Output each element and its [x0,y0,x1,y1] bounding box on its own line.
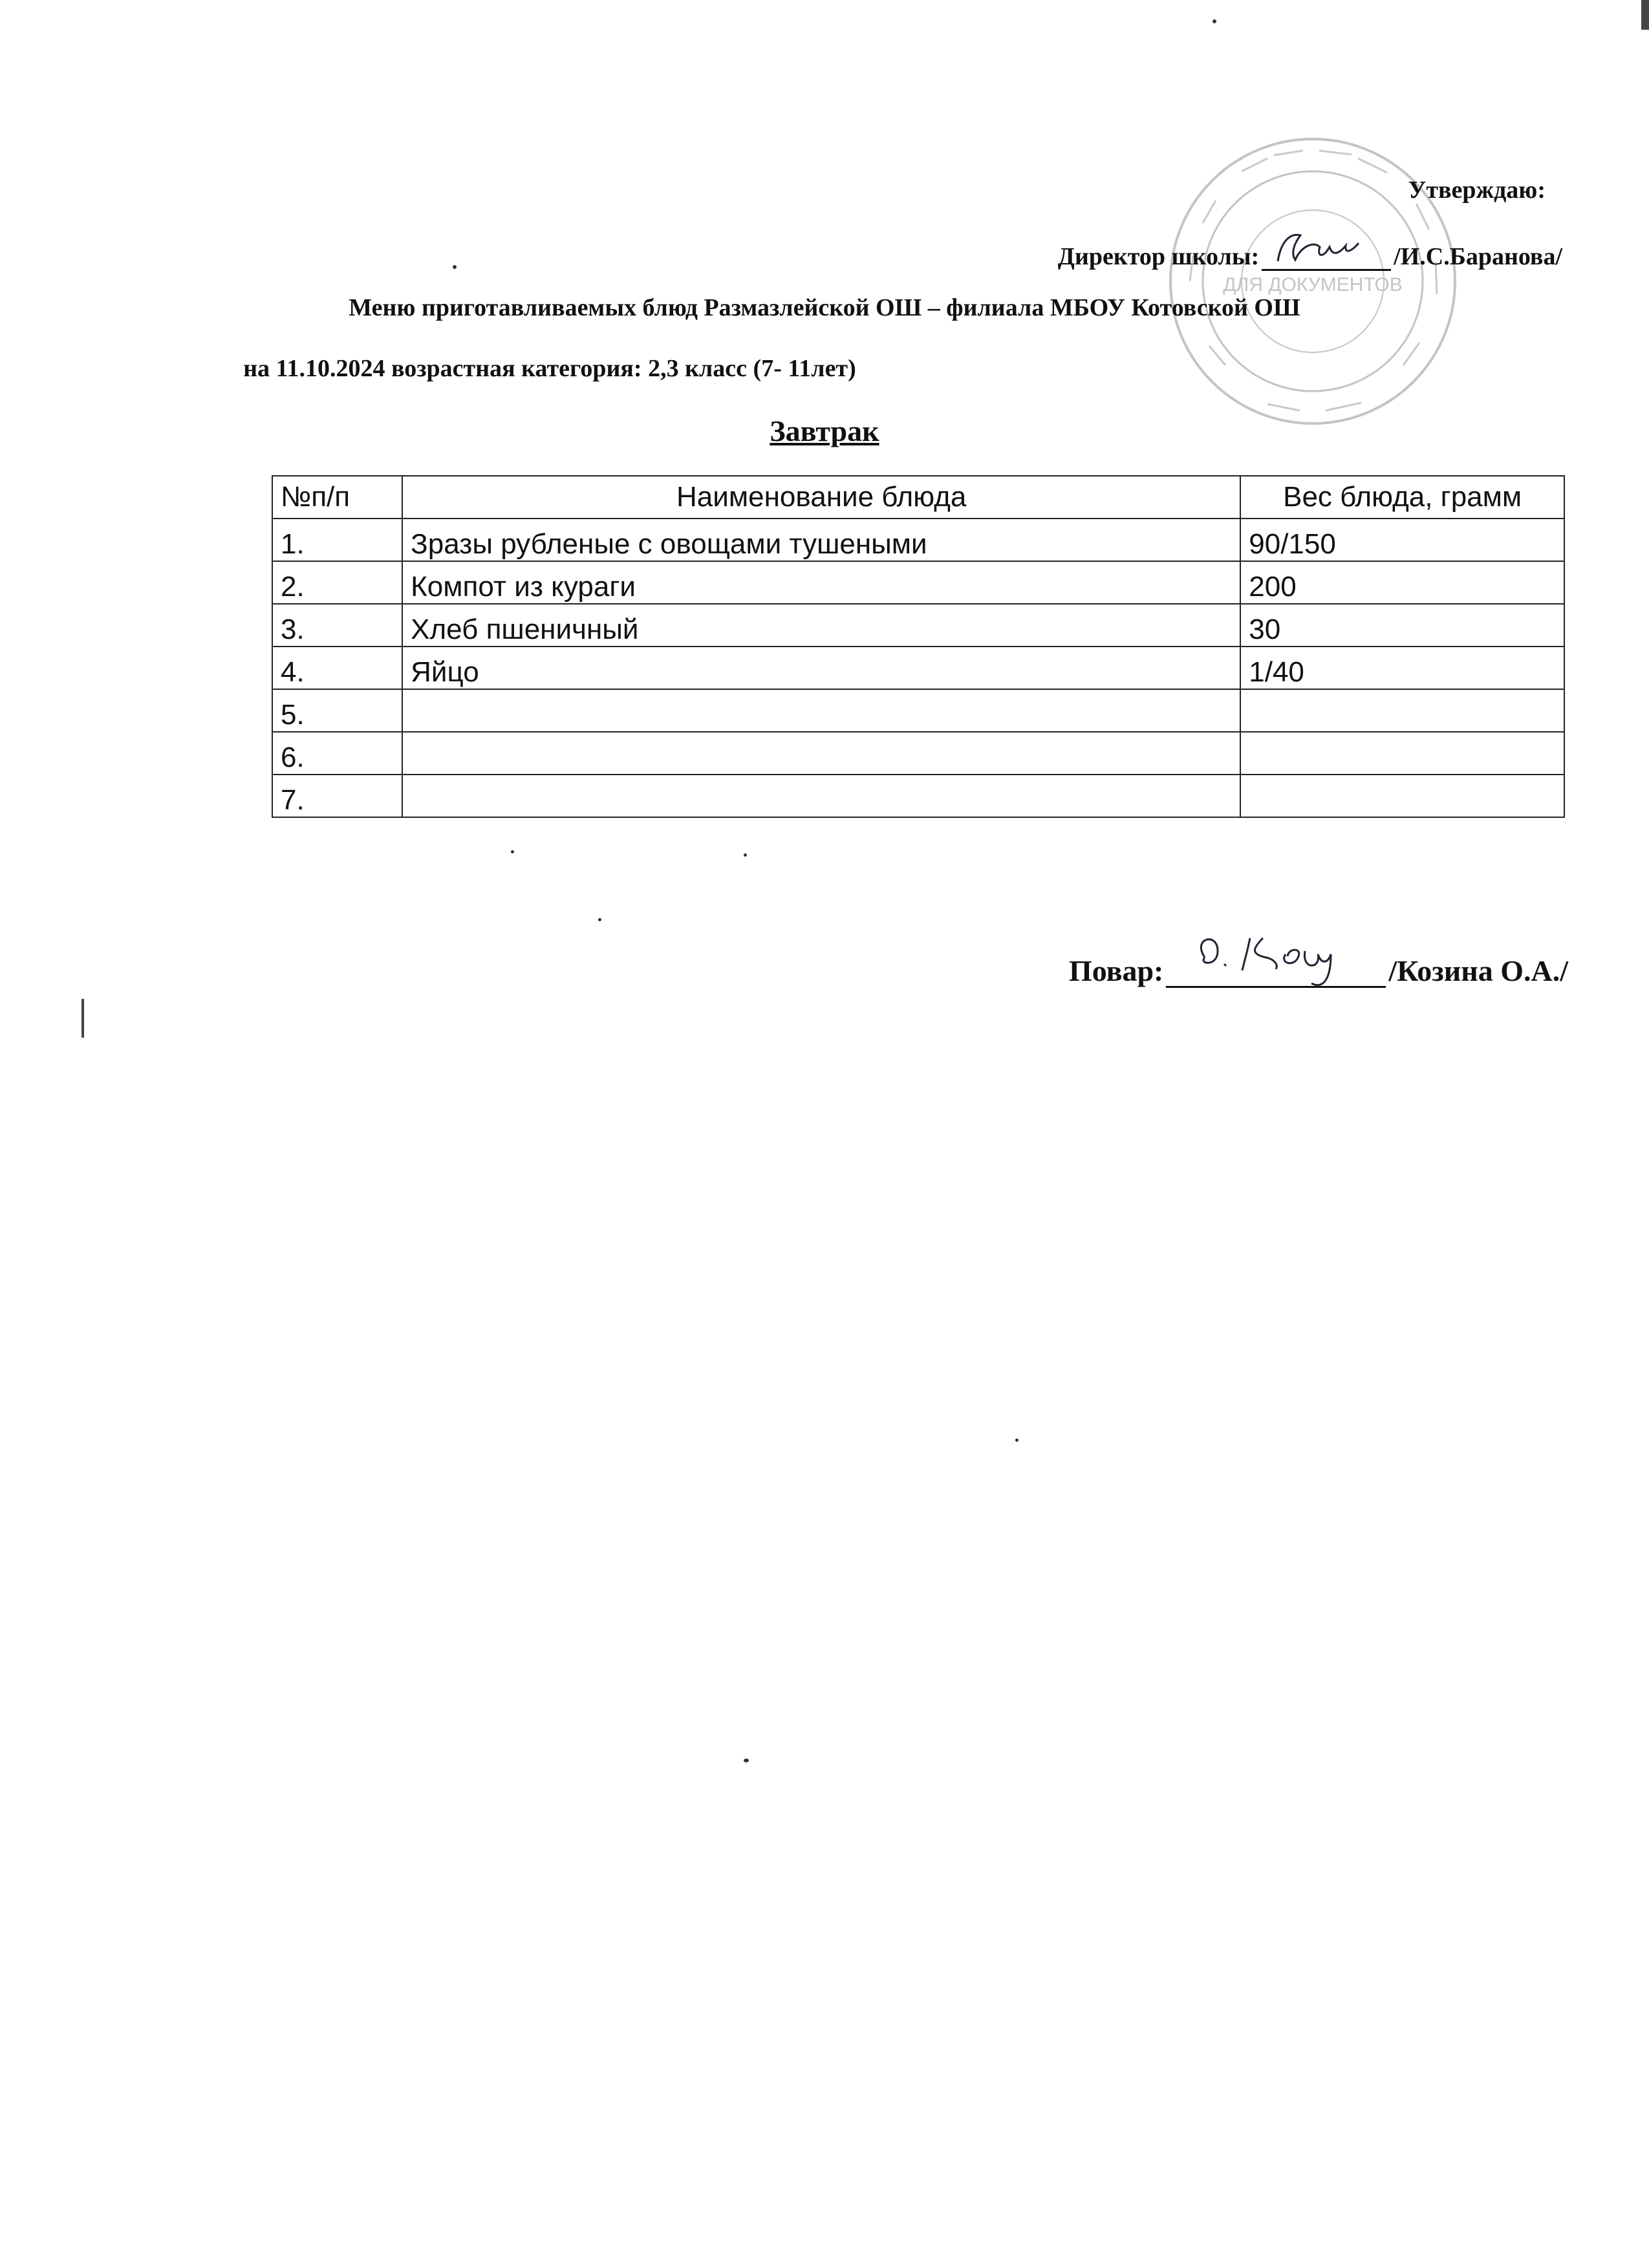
row-weight: 200 [1240,561,1564,604]
scan-speck [511,850,514,853]
row-weight [1240,775,1564,817]
scan-speck [598,918,601,921]
col-header-dish: Наименование блюда [402,476,1240,519]
director-label: Директор школы: [1057,243,1260,270]
row-number: 2. [272,561,402,604]
menu-title: Меню приготавливаемых блюд Размазлейской ОШ – филиала МБОУ Котовской ОШ [349,294,1300,321]
meal-heading: Завтрак [770,414,879,447]
table-row [272,647,1564,689]
cook-name: /Козина О.А./ [1388,954,1568,987]
table-row [272,689,1564,732]
director-line [1058,238,1562,271]
table-header-row [272,476,1564,519]
row-dish: Яйцо [402,647,1240,689]
table-row [272,519,1564,561]
row-number: 5. [272,689,402,732]
row-number: 7. [272,775,402,817]
approval-label: Утверждаю: [1408,177,1546,204]
row-number: 3. [272,604,402,647]
scan-speck [1015,1439,1018,1442]
row-number: 4. [272,647,402,689]
table-row [272,775,1564,817]
row-number: 6. [272,732,402,775]
cook-signature-scribble [1166,919,1386,990]
stamp-text: ДЛЯ ДОКУМЕНТОВ [1223,274,1403,295]
col-header-number: №п/п [272,476,402,519]
scan-edge-mark [1641,0,1649,30]
scan-speck [744,853,747,857]
cook-label: Повар: [1068,954,1164,987]
menu-table [272,475,1565,818]
director-signature-scribble [1262,228,1391,273]
row-dish [402,689,1240,732]
col-header-weight: Вес блюда, грамм [1240,476,1564,519]
row-weight: 1/40 [1240,647,1564,689]
cook-signature [1166,955,1386,988]
cook-line [1069,954,1568,988]
row-dish: Хлеб пшеничный [402,604,1240,647]
scan-speck [1212,19,1216,23]
row-dish: Зразы рубленые с овощами тушеными [402,519,1240,561]
table-row [272,732,1564,775]
row-weight [1240,732,1564,775]
scan-speck [744,1759,749,1762]
row-number: 1. [272,519,402,561]
table-row [272,561,1564,604]
row-dish [402,732,1240,775]
scan-speck [453,265,457,269]
row-dish [402,775,1240,817]
row-weight: 90/150 [1240,519,1564,561]
menu-date-category: на 11.10.2024 возрастная категория: 2,3 класс (7- 11лет) [243,355,856,382]
director-signature [1262,238,1391,271]
row-weight: 30 [1240,604,1564,647]
director-name: /И.С.Баранова/ [1394,243,1562,270]
scan-margin-mark [81,999,84,1038]
row-weight [1240,689,1564,732]
row-dish: Компот из кураги [402,561,1240,604]
table-row [272,604,1564,647]
